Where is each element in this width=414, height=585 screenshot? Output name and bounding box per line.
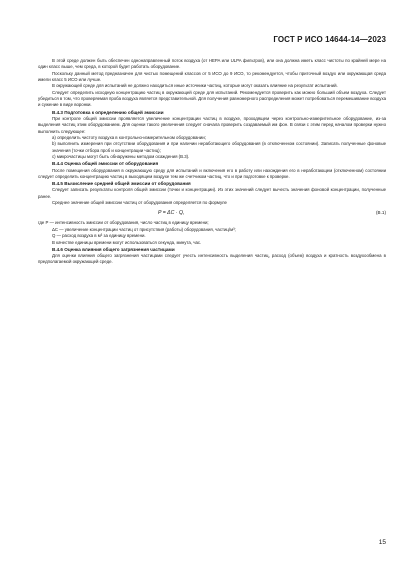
list-item: ΔC — увеличение концентрации частиц от присутствия (работы) оборудования, частиц/м³; (52, 226, 236, 232)
section-heading: В.4.3 Подготовка к определению общей эмиссии (52, 109, 164, 115)
list-item: а) определить чистоту воздуха в контрольно-измерительном оборудовании; (52, 134, 206, 140)
paragraph: Для оценки влияния общего загрязнения частицами следует учесть интенсивность выделения частиц, расход (объем) воздуха и кратность воздухообмена в предполагаемой окружающей среде. (38, 253, 386, 265)
section-heading: В.4.6 Оценка влияния общего загрязнения частицами (52, 246, 175, 252)
paragraph: где P — интенсивность эмиссии от оборудования, число частиц в единицу времени; (38, 220, 209, 226)
formula-expression: P = ΔC · Q, (158, 210, 185, 217)
paragraph: В окружающей среде для испытаний не должно находиться иные источники частиц, которые могут оказать влияние на результат испытаний. (52, 83, 338, 89)
formula-number: (B.1) (376, 210, 386, 216)
page-number: 15 (378, 539, 386, 546)
list-item: Q — расход воздуха в м³ за единицу времени. (52, 233, 146, 239)
paragraph: При контроле общей эмиссии проявляется увеличение концентрации частиц в воздухе, проходящем через контрольно-измерительное оборудование, из-за выделения частиц этим оборудованием. Для оценки такого увеличения следует сначала проверить создаваемый им фон. В связи с этим перед началом проверки нужно выполнить следующее: (38, 115, 386, 134)
paragraph: В качестве единицы времени могут использоваться секунда, минута, час. (52, 239, 202, 245)
document-body (38, 58, 386, 266)
paragraph: После помещения оборудования в окружающую среду для испытаний и включения его в работу или нахождения его в неработающем (отключенном) состоянии следует определить концентрацию частиц в выходящем воздухе тем же счетчиком частиц, что и при подготовке к проверке. (38, 167, 386, 179)
list-item: с) микрочастицы могут быть обнаружены методом осаждения (В.3). (52, 154, 190, 160)
paragraph: Среднее значение общей эмиссии частиц от оборудования определяется по формуле (52, 200, 227, 206)
paragraph: Следует записать результаты контроля общей эмиссии (точки и концентрации). Из этих значений следует вычесть значения фоновой концентрации, полученные ранее. (38, 187, 386, 199)
paragraph: Следует определить исходную концентрацию частиц в окружающей среде для испытаний. Рекомендуется проверить как можно больший объем воздуха. Следует убедиться в том, что проверяемая проба воздуха является представительной. Для получения равномерного распределения может потребоваться перемешивание воздуха и сужение в виде воронки. (38, 89, 386, 108)
list-item: b) выполнить измерения при отсутствии оборудования и при наличии неработающего оборудования (в отключенном состоянии). Записать полученные фоновые значения (точки отбора проб и концентрации частиц); (52, 141, 386, 153)
standard-header: ГОСТ Р ИСО 14644-14—2023 (273, 35, 386, 44)
formula (38, 206, 386, 220)
paragraph: Поскольку данный метод предназначен для чистых помещений классов от 5 ИСО до 9 ИСО, то рекомендуется, чтобы приточный воздух или окружающая среда имели класс 5 ИСО или лучше. (38, 70, 386, 83)
paragraph: В этой среде должен быть обеспечен однонаправленный поток воздуха (от HEPA или ULPA фильтров), или она должна иметь класс чистоты по крайней мере на один класс выше, чем среда, в которой будет работать оборудование. (38, 58, 386, 70)
section-heading: В.4.5 Вычисление средней общей эмиссии от оборудования (52, 181, 191, 187)
section-heading: В.4.4 Оценка общей эмиссии от оборудования (52, 161, 159, 167)
